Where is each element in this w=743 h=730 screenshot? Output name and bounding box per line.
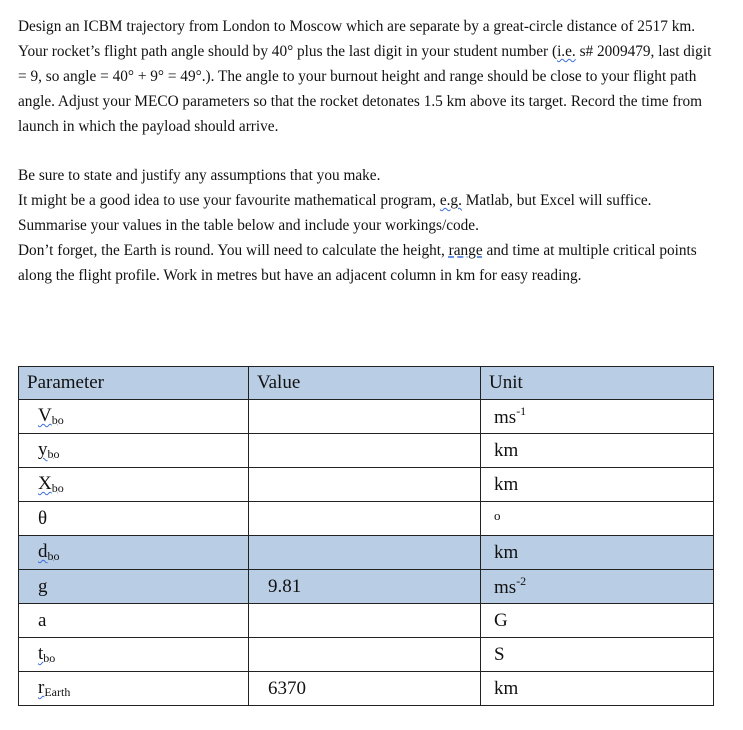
parameter-subscript: bo [47,549,60,563]
table-row [19,536,714,570]
parameter-table [18,366,714,706]
value-cell[interactable] [249,638,481,672]
note-software: It might be a good idea to use your favourite mathematical program, e.g. Matlab, but Excel will suffice. [18,192,652,209]
table-row [19,672,714,706]
unit-symbol: km [494,439,519,461]
parameter-symbol: a [38,609,47,631]
parameter-cell [19,638,249,672]
ie-abbreviation: i.e. [557,43,576,60]
table-row [19,468,714,502]
note-summary: Summarise your values in the table below and include your workings/code. [18,217,479,234]
value-cell[interactable] [249,536,481,570]
value-cell[interactable] [249,400,481,434]
parameter-symbol: d [38,541,48,562]
parameter-subscript: bo [51,481,64,495]
assignment-instructions [18,14,718,139]
instructions-part-2: s# 2009479, last digit = 9, so angle = 40° + 9° = 49°.). The angle to your burnout height and range should be close to your flight path angle. Adjust your MECO parameters so that the rocket detonates 1.5 km above its target. Record the time from launch in which the payload should arrive. [18,43,712,135]
parameter-symbol: g [38,575,48,597]
parameter-symbol: θ [38,507,48,529]
parameter-cell [19,502,249,536]
parameter-symbol: V [38,405,52,426]
unit-superscript: -1 [516,404,527,418]
unit-symbol: km [494,473,519,495]
assignment-notes [18,163,718,288]
header-value: Value [249,367,481,400]
value-cell[interactable] [249,604,481,638]
unit-cell [481,638,714,672]
parameter-cell [19,536,249,570]
table-row [19,400,714,434]
parameter-subscript: bo [51,413,64,427]
parameter-subscript: bo [43,651,56,665]
table-row [19,604,714,638]
parameter-symbol: X [38,473,52,494]
unit-symbol: ms [494,407,517,428]
eg-abbreviation: e.g. [439,192,462,209]
unit-symbol: G [494,609,508,631]
value-cell[interactable]: 9.81 [249,570,481,604]
value-cell[interactable] [249,468,481,502]
note-earth-round: Don’t forget, the Earth is round. You will need to calculate the height, range and time at multiple critical points along the flight profile. Work in metres but have an adjacent column in km for easy reading. [18,242,697,284]
parameter-subscript: bo [47,447,60,461]
unit-cell [481,604,714,638]
parameter-cell [19,400,249,434]
range-word: range [448,242,483,259]
parameter-subscript: Earth [44,685,71,699]
unit-symbol: o [494,507,501,523]
header-parameter: Parameter [19,367,249,400]
unit-symbol: km [494,541,519,563]
unit-superscript: -2 [516,574,527,588]
unit-cell [481,570,714,604]
header-unit: Unit [481,367,714,400]
parameter-symbol: r [38,677,45,698]
instructions-part-1: Design an ICBM trajectory from London to Moscow which are separate by a great-circle distance of 2517 km. Your rocket’s flight path angle should by 40° plus the last digit in your student number ( [18,18,696,60]
unit-cell [481,672,714,706]
parameter-symbol: t [38,643,44,664]
unit-cell [481,400,714,434]
table-row [19,434,714,468]
parameter-cell [19,468,249,502]
parameter-cell [19,434,249,468]
value-cell[interactable] [249,434,481,468]
parameter-cell [19,570,249,604]
table-row [19,638,714,672]
parameter-symbol: y [38,439,48,460]
note-assumptions: Be sure to state and justify any assumptions that you make. [18,167,381,184]
parameter-cell [19,672,249,706]
unit-symbol: km [494,677,519,699]
parameter-cell [19,604,249,638]
unit-symbol: S [494,643,505,665]
unit-cell [481,536,714,570]
unit-cell [481,468,714,502]
value-cell[interactable]: 6370 [249,672,481,706]
unit-cell [481,502,714,536]
value-cell[interactable] [249,502,481,536]
unit-cell [481,434,714,468]
table-row [19,570,714,604]
table-header-row [19,367,714,400]
table-row [19,502,714,536]
unit-symbol: ms [494,577,517,598]
